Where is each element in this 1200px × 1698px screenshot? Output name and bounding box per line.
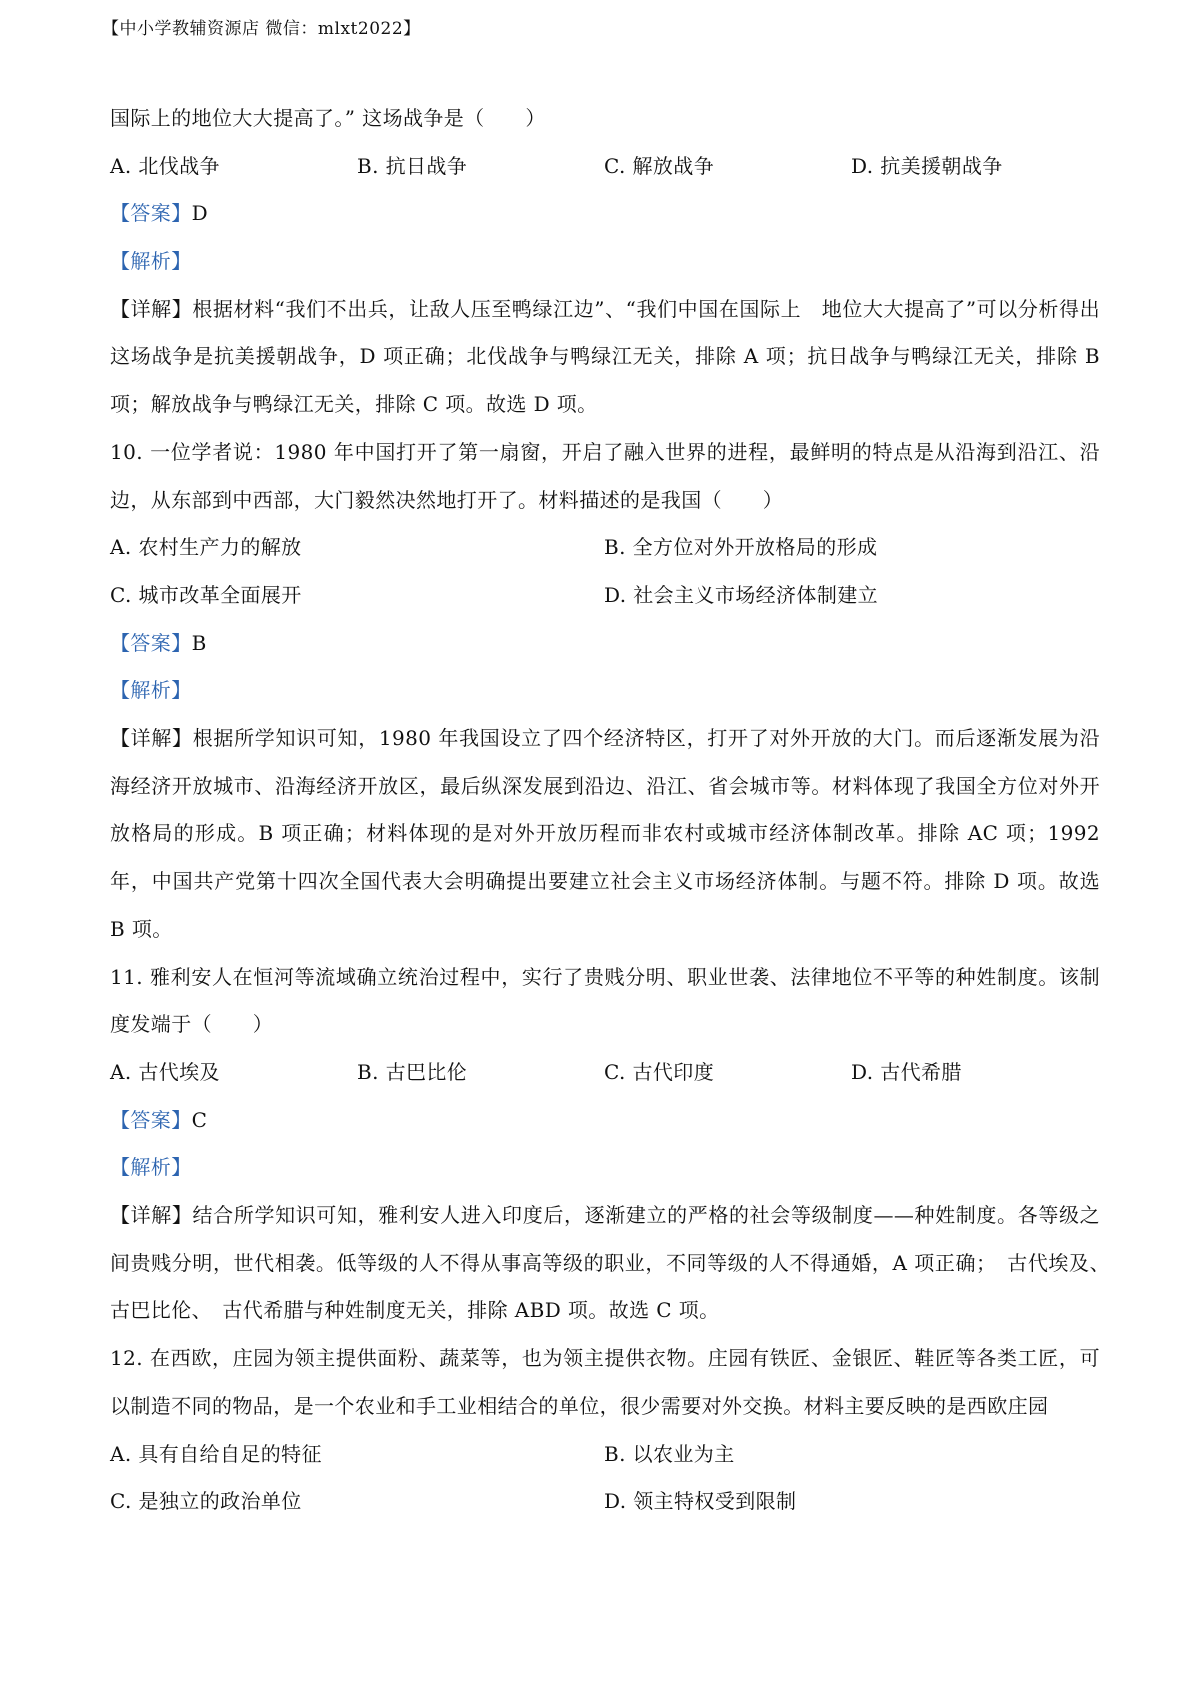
q12-options-row2 [110, 1478, 1100, 1526]
q10-options-row2 [110, 572, 1100, 620]
answer-value: D [191, 201, 209, 226]
q9-options [110, 143, 1100, 191]
q10-answer [110, 620, 1100, 668]
q11-option-d: D. 古代希腊 [851, 1059, 962, 1084]
detail-tag: 【详解】 [110, 726, 193, 751]
answer-tag: 【答案】 [110, 201, 192, 226]
q10-option-d: D. 社会主义市场经济体制建立 [604, 582, 879, 607]
analysis-tag: 【解析】 [110, 249, 192, 274]
q9-option-b: B. 抗日战争 [357, 153, 468, 178]
answer-tag: 【答案】 [110, 1107, 192, 1132]
q9-analysis [110, 238, 1100, 286]
q9-option-a: A. 北伐战争 [110, 153, 220, 178]
q12-stem: 12. 在西欧，庄园为领主提供面粉、蔬菜等，也为领主提供衣物。庄园有铁匠、金银匠、鞋匠等各类工匠，可以制造不同的物品，是一个农业和手工业相结合的单位，很少需要对外交换。材料主要反映的是西欧庄园 [110, 1346, 1100, 1418]
detail-tag: 【详解】 [110, 1203, 193, 1227]
detail-text: 结合所学知识可知，雅利安人进入印度后，逐渐建立的严格的社会等级制度——种姓制度。各等级之间贵贱分明，世代相袭。低等级的人不得从事高等级的职业，不同等级的人不得通婚，A 项正确； 古代埃及、 古巴比伦、 古代希腊与种姓制度无关，排除 ABD 项。故选 C 项。 [110, 1203, 1121, 1323]
page-header: 【中小学教辅资源店 微信：mlxt2022】 [102, 19, 421, 39]
q9-stem-tail: 国际上的地位大大提高了。” 这场战争是（ ） [110, 106, 546, 130]
detail-text: 根据材料“我们不出兵，让敌人压至鸭绿江边”、“我们中国在国际上 地位大大提高了”可以分析得出这场战争是抗美援朝战争，D 项正确；北伐战争与鸭绿江无关，排除 A 项；抗日战争与鸭绿江无关，排除 B 项；解放战争与鸭绿江无关，排除 C 项。故选 D 项。 [110, 296, 1100, 417]
q12-option-c: C. 是独立的政治单位 [110, 1489, 302, 1514]
q10-option-a: A. 农村生产力的解放 [110, 535, 302, 560]
q12-option-d: D. 领主特权受到限制 [604, 1489, 797, 1514]
answer-value: B [191, 630, 207, 655]
q10-option-b: B. 全方位对外开放格局的形成 [604, 535, 878, 560]
detail-tag: 【详解】 [110, 296, 193, 321]
q11-options [110, 1049, 1100, 1097]
q9-detail [110, 286, 1100, 429]
q10-option-c: C. 城市改革全面展开 [110, 582, 302, 607]
q11-answer [110, 1097, 1100, 1145]
q10-options-row1 [110, 524, 1100, 572]
document-body [110, 95, 1121, 1526]
q10-stem: 10. 一位学者说：1980 年中国打开了第一扇窗，开启了融入世界的进程，最鲜明的特点是从沿海到沿江、沿边，从东部到中西部，大门毅然决然地打开了。材料描述的是我国（ ） [110, 439, 1100, 512]
q10-analysis [110, 667, 1100, 715]
q11-option-c: C. 古代印度 [604, 1059, 715, 1084]
q11-option-b: B. 古巴比伦 [357, 1059, 468, 1084]
answer-value: C [191, 1107, 208, 1132]
q9-option-c: C. 解放战争 [604, 153, 715, 178]
q10-detail [110, 715, 1100, 954]
q12-option-b: B. 以农业为主 [604, 1441, 735, 1466]
analysis-tag: 【解析】 [110, 1155, 192, 1180]
answer-tag: 【答案】 [110, 630, 192, 655]
q9-option-d: D. 抗美援朝战争 [851, 153, 1003, 178]
q12-option-a: A. 具有自给自足的特征 [110, 1441, 322, 1466]
detail-text: 根据所学知识可知，1980 年我国设立了四个经济特区，打开了对外开放的大门。而后逐渐发展为沿海经济开放城市、沿海经济开放区，最后纵深发展到沿边、沿江、省会城市等。材料体现了我国全方位对外开放格局的形成。B 项正确；材料体现的是对外开放历程而非农村或城市经济体制改革。排除 AC 项；1992 年，中国共产党第十四次全国代表大会明确提出要建立社会主义市场经济体制。与题不符。排除 D 项。故选 B 项。 [110, 726, 1100, 941]
q11-detail [110, 1192, 1121, 1335]
q11-analysis [110, 1144, 1100, 1192]
q12-options-row1 [110, 1431, 1100, 1479]
analysis-tag: 【解析】 [110, 678, 192, 703]
q9-answer [110, 190, 1100, 238]
q11-option-a: A. 古代埃及 [110, 1059, 220, 1084]
q11-stem: 11. 雅利安人在恒河等流域确立统治过程中，实行了贵贱分明、职业世袭、法律地位不平等的种姓制度。该制度发端于（ ） [110, 964, 1100, 1037]
